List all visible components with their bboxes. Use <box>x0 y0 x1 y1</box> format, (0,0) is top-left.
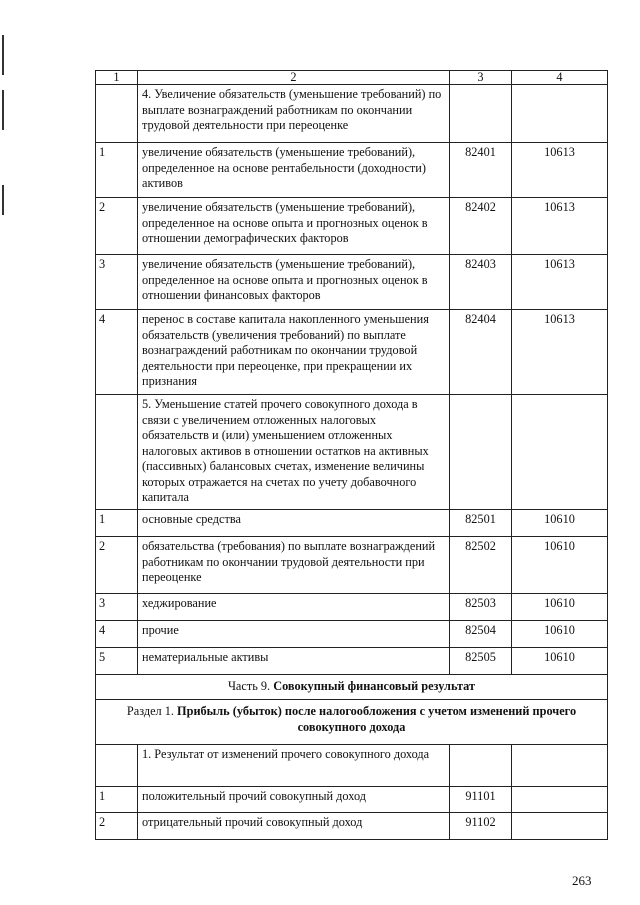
accounts-table <box>95 70 608 840</box>
account-code: 82402 <box>450 198 512 255</box>
account-code: 82403 <box>450 255 512 310</box>
table-row <box>96 255 608 310</box>
table-row <box>96 143 608 198</box>
account-code: 82504 <box>450 621 512 648</box>
account-code: 82501 <box>450 510 512 537</box>
balance-account <box>512 787 608 813</box>
table-row <box>96 594 608 621</box>
account-code <box>450 745 512 787</box>
balance-account: 10613 <box>512 310 608 395</box>
table-row <box>96 648 608 675</box>
row-number: 5 <box>96 648 138 675</box>
balance-account <box>512 813 608 840</box>
column-header: 2 <box>138 71 450 85</box>
part-prefix: Часть 9. <box>227 679 274 693</box>
row-number: 2 <box>96 537 138 594</box>
table-row <box>96 621 608 648</box>
table-row <box>96 537 608 594</box>
account-code: 82502 <box>450 537 512 594</box>
row-description: 5. Уменьшение статей прочего совокупного дохода в связи с увеличением отложенных налоговых обязательств и (или) уменьшением отложенных налоговых активов в отношении остатков на активных (пассивных) балансовых счетах, изменение величины которых отражается на счетах по учету добавочного капитала <box>138 395 450 510</box>
row-description: увеличение обязательств (уменьшение требований), определенное на основе рентабельности (доходности) активов <box>138 143 450 198</box>
balance-account: 10613 <box>512 198 608 255</box>
section-title: Прибыль (убыток) после налогообложения с учетом изменений прочего совокупного дохода <box>177 704 577 734</box>
section-prefix: Раздел 1. <box>126 704 178 718</box>
table-row <box>96 510 608 537</box>
row-number <box>96 85 138 143</box>
row-number: 1 <box>96 510 138 537</box>
account-code: 82505 <box>450 648 512 675</box>
balance-account: 10610 <box>512 648 608 675</box>
row-number: 2 <box>96 198 138 255</box>
balance-account: 10613 <box>512 255 608 310</box>
scan-artifact <box>2 90 4 130</box>
row-description: 1. Результат от изменений прочего совокупного дохода <box>138 745 450 787</box>
balance-account: 10613 <box>512 143 608 198</box>
column-header: 4 <box>512 71 608 85</box>
row-number <box>96 745 138 787</box>
row-description: перенос в составе капитала накопленного уменьшения обязательств (увеличения требований) по выплате вознаграждений работникам по окончании трудовой деятельности при переоценке, при прекращении их признания <box>138 310 450 395</box>
balance-account <box>512 745 608 787</box>
table-row <box>96 813 608 840</box>
table-row <box>96 85 608 143</box>
table-row <box>96 310 608 395</box>
row-description: прочие <box>138 621 450 648</box>
row-description: увеличение обязательств (уменьшение требований), определенное на основе опыта и прогнозных оценок в отношении демографических факторов <box>138 198 450 255</box>
account-code: 91102 <box>450 813 512 840</box>
row-description: хеджирование <box>138 594 450 621</box>
table-row <box>96 745 608 787</box>
row-number: 1 <box>96 787 138 813</box>
table-row <box>96 395 608 510</box>
account-code <box>450 85 512 143</box>
account-code: 82401 <box>450 143 512 198</box>
row-description: обязательства (требования) по выплате вознаграждений работникам по окончании трудовой деятельности при переоценке <box>138 537 450 594</box>
row-number: 1 <box>96 143 138 198</box>
row-number <box>96 395 138 510</box>
balance-account <box>512 395 608 510</box>
table-row <box>96 198 608 255</box>
scan-artifact <box>2 35 4 75</box>
balance-account: 10610 <box>512 621 608 648</box>
page-number: 263 <box>572 873 592 888</box>
column-header: 3 <box>450 71 512 85</box>
account-code: 91101 <box>450 787 512 813</box>
balance-account: 10610 <box>512 537 608 594</box>
account-code <box>450 395 512 510</box>
row-description: нематериальные активы <box>138 648 450 675</box>
row-description: увеличение обязательств (уменьшение требований), определенное на основе опыта и прогнозных оценок в отношении финансовых факторов <box>138 255 450 310</box>
row-description: основные средства <box>138 510 450 537</box>
part-title: Совокупный финансовый результат <box>273 679 476 693</box>
row-number: 3 <box>96 255 138 310</box>
column-header: 1 <box>96 71 138 85</box>
balance-account: 10610 <box>512 510 608 537</box>
part-heading-row <box>96 675 608 700</box>
row-description: 4. Увеличение обязательств (уменьшение требований) по выплате вознаграждений работникам по окончании трудовой деятельности при переоценке <box>138 85 450 143</box>
row-number: 4 <box>96 621 138 648</box>
section-heading-row <box>96 700 608 745</box>
balance-account: 10610 <box>512 594 608 621</box>
row-number: 3 <box>96 594 138 621</box>
balance-account <box>512 85 608 143</box>
account-code: 82503 <box>450 594 512 621</box>
row-description: положительный прочий совокупный доход <box>138 787 450 813</box>
row-description: отрицательный прочий совокупный доход <box>138 813 450 840</box>
row-number: 4 <box>96 310 138 395</box>
column-header-row <box>96 71 608 85</box>
table-row <box>96 787 608 813</box>
account-code: 82404 <box>450 310 512 395</box>
scan-artifact <box>2 185 4 215</box>
row-number: 2 <box>96 813 138 840</box>
